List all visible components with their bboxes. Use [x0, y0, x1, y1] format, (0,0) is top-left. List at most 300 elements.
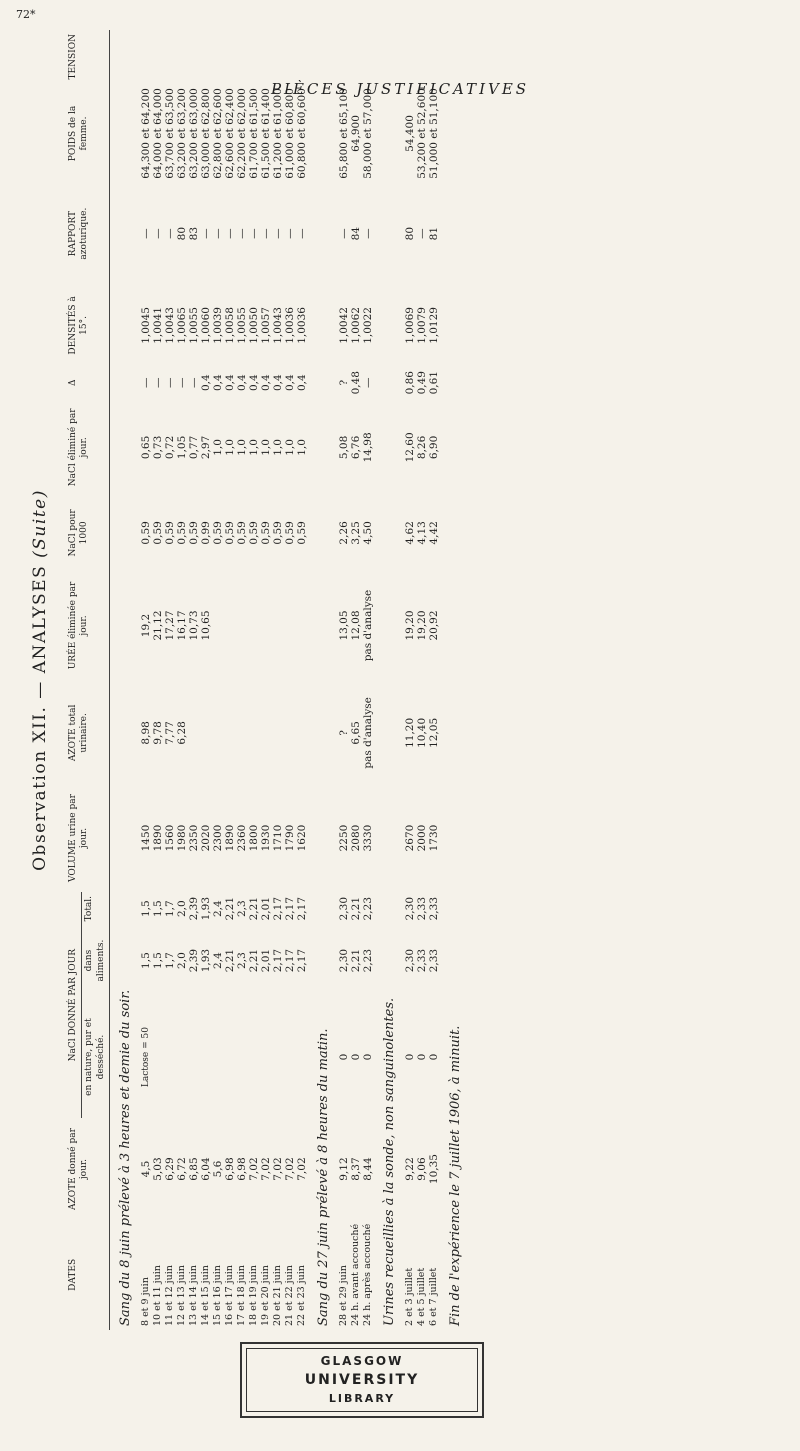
- table-cell: 12,05: [427, 717, 440, 748]
- table-cell: 81: [427, 226, 440, 241]
- table-cell: 22 et 23 juin: [295, 1265, 307, 1326]
- table-cell: 2,17: [271, 896, 284, 921]
- table-cell: 2,01: [259, 896, 272, 921]
- table-cell: 62,800 et 62,600: [211, 88, 224, 179]
- stamp-line-1: GLASGOW: [320, 1354, 404, 1368]
- table-cell: 2,17: [295, 948, 308, 973]
- table-cell: 2,21: [349, 948, 362, 973]
- table-cell: 6,76: [349, 435, 362, 460]
- table-cell: 19,20: [403, 610, 416, 641]
- table-cell: 2,33: [415, 896, 428, 921]
- table-cell: 24 h. avant accouché: [349, 1223, 361, 1326]
- table-cell: 1,0060: [199, 307, 212, 344]
- table-cell: 13,05: [337, 610, 350, 641]
- table-cell: —: [151, 228, 164, 239]
- table-cell: 7,02: [247, 1157, 260, 1181]
- table-cell: [272, 30, 284, 84]
- table-cell: 2,23: [361, 896, 374, 921]
- table-cell: 1,0036: [295, 307, 308, 344]
- table-cell: 2,21: [223, 948, 236, 973]
- table-cell: 1930: [259, 824, 272, 852]
- table-cell: 1730: [427, 824, 440, 852]
- section-3-body: [404, 30, 440, 1330]
- table-cell: 2,4: [211, 900, 224, 918]
- table-cell: [248, 682, 260, 784]
- table-cell: 61,700 et 61,500: [247, 88, 260, 179]
- table-cell: 0,65: [139, 435, 152, 460]
- table-cell: 80: [403, 226, 416, 241]
- table-cell: 0: [403, 1053, 416, 1061]
- table-cell: 0,4: [295, 374, 308, 392]
- table-cell: 6,98: [223, 1157, 236, 1181]
- table-cell: [212, 682, 224, 784]
- table-cell: 12 et 13 juin: [175, 1265, 187, 1326]
- table-cell: 1,0129: [427, 307, 440, 344]
- table-cell: [284, 682, 296, 784]
- table-cell: 1,5: [139, 900, 152, 918]
- table-cell: [164, 996, 176, 1119]
- table-cell: [224, 996, 236, 1119]
- col-poids: POIDS de la femme.: [66, 84, 109, 184]
- table-cell: [260, 996, 272, 1119]
- table-row: [200, 30, 212, 1330]
- table-cell: —: [235, 228, 248, 239]
- table-cell: [272, 682, 284, 784]
- table-cell: 61,200 et 61,000: [271, 88, 284, 179]
- table-cell: 0,59: [187, 521, 200, 545]
- table-cell: [428, 30, 440, 84]
- table-cell: 1,0: [295, 439, 308, 456]
- table-cell: 1,0062: [349, 307, 362, 344]
- table-cell: —: [271, 228, 284, 239]
- table-cell: 2350: [187, 824, 200, 852]
- table-cell: 1620: [295, 824, 308, 852]
- table-cell: 6,98: [235, 1157, 248, 1181]
- table-cell: 2 et 3 juillet: [403, 1267, 415, 1326]
- table-cell: 2000: [415, 824, 428, 852]
- table-cell: 1,0036: [283, 307, 296, 344]
- table-cell: 6,85: [187, 1157, 200, 1181]
- table-cell: [248, 30, 260, 84]
- table-row: [362, 30, 374, 1330]
- table-cell: 1,93: [199, 896, 212, 921]
- table-row: [236, 30, 248, 1330]
- table-cell: 1,0050: [247, 307, 260, 344]
- table-cell: 64,900: [349, 115, 362, 152]
- table-cell: 2300: [211, 824, 224, 852]
- table-cell: [296, 682, 308, 784]
- section-2-row: [308, 30, 338, 1330]
- table-cell: 20 et 21 juin: [271, 1265, 283, 1326]
- section-3-title: Urines recueillies à la sonde, non sanguinolentes.: [381, 997, 397, 1326]
- table-cell: 2,30: [403, 896, 416, 921]
- table-cell: —: [247, 228, 260, 239]
- table-cell: 5,03: [151, 1157, 164, 1181]
- table-cell: 2,33: [415, 948, 428, 973]
- table-cell: 3330: [361, 824, 374, 852]
- table-cell: 21,12: [151, 610, 164, 641]
- table-cell: pas d'analyse: [361, 589, 374, 662]
- table-cell: 0,49: [415, 371, 428, 395]
- section-2-body: [338, 30, 374, 1330]
- table-cell: 61,500 et 61,400: [259, 88, 272, 179]
- table-cell: 2,21: [247, 896, 260, 921]
- table-cell: 10,65: [199, 610, 212, 641]
- page-header: [0, 0, 800, 28]
- table-cell: 7,77: [163, 721, 176, 745]
- table-cell: 64,000 et 64,000: [151, 88, 164, 179]
- table-cell: 2,17: [295, 896, 308, 921]
- section-2-head: [308, 30, 338, 1330]
- table-cell: ?: [337, 379, 350, 386]
- table-cell: 1,0: [235, 439, 248, 456]
- table-cell: [212, 30, 224, 84]
- table-cell: 0,99: [199, 521, 212, 545]
- table-cell: 1,5: [151, 900, 164, 918]
- table-cell: 1,0: [259, 439, 272, 456]
- table-cell: 65,800 et 65,100: [337, 88, 350, 179]
- table-cell: 2,21: [247, 948, 260, 973]
- table-cell: [188, 30, 200, 84]
- table-title-main: Observation XII. — ANALYSES: [30, 564, 50, 871]
- table-cell: [284, 569, 296, 681]
- table-cell: 0,4: [199, 374, 212, 392]
- header-row-1: [66, 30, 82, 1330]
- table-cell: 2,33: [427, 896, 440, 921]
- table-cell: 18 et 19 juin: [247, 1265, 259, 1326]
- table-cell: 63,200 et 63,000: [187, 88, 200, 179]
- table-cell: [212, 569, 224, 681]
- table-cell: 1,7: [163, 900, 176, 918]
- table-cell: 1,0045: [139, 307, 152, 344]
- col-nacl-total: Total.: [82, 892, 110, 925]
- table-cell: 0,4: [235, 374, 248, 392]
- table-cell: 1,0043: [163, 307, 176, 344]
- table-cell: 0,59: [211, 521, 224, 545]
- table-cell: 8,37: [349, 1157, 362, 1181]
- table-cell: 9,78: [151, 721, 164, 745]
- table-cell: —: [163, 377, 176, 388]
- table-cell: 62,600 et 62,400: [223, 88, 236, 179]
- col-delta: Δ: [66, 367, 109, 398]
- col-azote-total: AZOTE total urinaire.: [66, 682, 109, 784]
- table-cell: 62,200 et 62,000: [235, 88, 248, 179]
- table-cell: 7,02: [295, 1157, 308, 1181]
- table-cell: 4,62: [403, 521, 416, 545]
- table-cell: 0,77: [187, 435, 200, 460]
- table-cell: 1,0069: [403, 307, 416, 344]
- table-cell: 6,28: [175, 721, 188, 745]
- table-cell: 0: [361, 1053, 374, 1061]
- table-cell: 2,97: [199, 435, 212, 460]
- table-cell: 24 h. après accouché: [361, 1223, 373, 1326]
- table-cell: 0,4: [247, 374, 260, 392]
- table-cell: [224, 569, 236, 681]
- table-cell: [200, 682, 212, 784]
- table-row: [338, 30, 350, 1330]
- table-cell: 0: [337, 1053, 350, 1061]
- table-cell: —: [139, 377, 152, 388]
- table-cell: [272, 569, 284, 681]
- table-cell: [188, 682, 200, 784]
- table-cell: [296, 569, 308, 681]
- table-cell: 2,30: [337, 948, 350, 973]
- table-cell: 1,0079: [415, 307, 428, 344]
- table-cell: 1890: [223, 824, 236, 852]
- table-cell: 1,0043: [271, 307, 284, 344]
- table-cell: —: [199, 228, 212, 239]
- table-cell: [248, 569, 260, 681]
- table-cell: [284, 996, 296, 1119]
- table-cell: 1790: [283, 824, 296, 852]
- table-cell: —: [175, 377, 188, 388]
- table-cell: 2,0: [175, 900, 188, 918]
- table-cell: 0,59: [175, 521, 188, 545]
- table-cell: 5,08: [337, 435, 350, 460]
- table-cell: 11 et 12 juin: [163, 1265, 175, 1326]
- table-cell: 1,05: [175, 435, 188, 460]
- table-cell: —: [259, 228, 272, 239]
- table-cell: —: [163, 228, 176, 239]
- table-cell: 1,5: [139, 952, 152, 969]
- section-3-head: [374, 30, 404, 1330]
- table-cell: 1,0: [271, 439, 284, 456]
- table-cell: 9,12: [337, 1157, 350, 1181]
- col-rapport: RAPPORT azoturique.: [66, 183, 109, 283]
- table-cell: —: [211, 228, 224, 239]
- table-cell: 20,92: [427, 610, 440, 641]
- table-row: [224, 30, 236, 1330]
- table-row: [248, 30, 260, 1330]
- table-cell: 8 et 9 juin: [139, 1277, 151, 1326]
- table-cell: 4,13: [415, 521, 428, 545]
- col-uree: URÉE éliminée par jour.: [66, 569, 109, 681]
- table-cell: 4,42: [427, 521, 440, 545]
- stamp-line-2: UNIVERSITY: [304, 1372, 420, 1388]
- table-cell: ?: [337, 730, 350, 736]
- table-cell: [212, 996, 224, 1119]
- table-cell: 13 et 14 juin: [187, 1265, 199, 1326]
- table-cell: 1,0: [211, 439, 224, 456]
- table-cell: 1,0: [247, 439, 260, 456]
- table-cell: 0,59: [247, 521, 260, 545]
- table-cell: [350, 30, 362, 84]
- table-cell: 2250: [337, 824, 350, 852]
- footer-body: [440, 30, 470, 1330]
- table-cell: 19,2: [139, 613, 152, 638]
- table-row: [188, 30, 200, 1330]
- table-cell: 84: [349, 226, 362, 241]
- table-cell: 6,29: [163, 1157, 176, 1181]
- table-title: [30, 30, 50, 1330]
- col-nacl-elimine: NaCl éliminé par jour.: [66, 398, 109, 496]
- section-1-body: [140, 30, 308, 1330]
- table-footer: Fin de l'expérience le 7 juillet 1906, à minuit.: [447, 1025, 463, 1326]
- table-cell: 2,30: [403, 948, 416, 973]
- table-cell: —: [415, 228, 428, 239]
- col-azote-donne: AZOTE donné par jour.: [66, 1118, 109, 1219]
- table-row: [350, 30, 362, 1330]
- table-cell: 1,0065: [175, 307, 188, 344]
- table-cell: 28 et 29 juin: [337, 1265, 349, 1326]
- table-cell: 2,3: [235, 900, 248, 918]
- table-cell: 7,02: [271, 1157, 284, 1181]
- table-cell: —: [139, 228, 152, 239]
- table-cell: 7,02: [283, 1157, 296, 1181]
- table-cell: [152, 30, 164, 84]
- table-cell: [140, 30, 152, 84]
- table-row: [164, 30, 176, 1330]
- table-cell: 0,61: [427, 371, 440, 395]
- table-cell: 0,4: [271, 374, 284, 392]
- table-cell: 63,200 et 63,200: [175, 88, 188, 179]
- table-body: [109, 30, 140, 1330]
- table-cell: [260, 30, 272, 84]
- table-cell: 0,4: [259, 374, 272, 392]
- table-cell: 1,5: [151, 952, 164, 969]
- table-cell: 1,0042: [337, 307, 350, 344]
- table-cell: 1,0: [223, 439, 236, 456]
- table-cell: 2,33: [427, 948, 440, 973]
- table-cell: [176, 996, 188, 1119]
- table-cell: —: [361, 228, 374, 239]
- table-cell: 2,17: [283, 948, 296, 973]
- table-row: [428, 30, 440, 1330]
- table-cell: 60,800 et 60,600: [295, 88, 308, 179]
- table-row: [260, 30, 272, 1330]
- table-cell: [338, 30, 350, 84]
- table-cell: [404, 30, 416, 84]
- table-cell: 0,59: [235, 521, 248, 545]
- table-cell: 0,4: [211, 374, 224, 392]
- table-cell: 1450: [139, 824, 152, 852]
- table-cell: [176, 30, 188, 84]
- table-cell: [224, 30, 236, 84]
- table-cell: 10,35: [427, 1154, 440, 1185]
- table-cell: 1890: [151, 824, 164, 852]
- table-cell: [236, 996, 248, 1119]
- table-cell: [200, 996, 212, 1119]
- table-cell: pas d'analyse: [361, 697, 374, 769]
- table-cell: 4 et 5 juillet: [415, 1267, 427, 1326]
- table-row: [296, 30, 308, 1330]
- table-cell: [224, 682, 236, 784]
- table-cell: [296, 996, 308, 1119]
- table-cell: 0,59: [223, 521, 236, 545]
- table-cell: 10,40: [415, 717, 428, 748]
- table-cell: 6,90: [427, 435, 440, 460]
- table-cell: 3,25: [349, 521, 362, 545]
- table-cell: 2080: [349, 824, 362, 852]
- table-cell: —: [361, 377, 374, 388]
- lactose-note: Lactose = 50: [140, 1027, 151, 1088]
- table-cell: 5,6: [211, 1160, 224, 1178]
- table-cell: [188, 996, 200, 1119]
- table-cell: [416, 30, 428, 84]
- table-cell: 64,300 et 64,200: [139, 88, 152, 179]
- library-stamp: [240, 1342, 484, 1418]
- table-cell: 2,3: [235, 952, 248, 969]
- table-cell: [284, 30, 296, 84]
- table-cell: 0,59: [295, 521, 308, 545]
- table-cell: 8,98: [139, 721, 152, 745]
- table-cell: 11,20: [403, 717, 416, 748]
- table-cell: 2,30: [337, 896, 350, 921]
- section-1-title: Sang du 8 juin prélevé à 3 heures et demie du soir.: [117, 989, 133, 1326]
- section-1-row: [109, 30, 140, 1330]
- table-cell: 0: [349, 1053, 362, 1061]
- table-cell: 2020: [199, 824, 212, 852]
- table-cell: 16,17: [175, 610, 188, 641]
- table-row: [284, 30, 296, 1330]
- table-cell: 2670: [403, 824, 416, 852]
- analysis-table: [66, 30, 470, 1330]
- table-cell: 2,26: [337, 521, 350, 545]
- table-cell: 7,02: [259, 1157, 272, 1181]
- table-cell: 17,27: [163, 610, 176, 641]
- table-cell: 17 et 18 juin: [235, 1265, 247, 1326]
- table-cell: [260, 682, 272, 784]
- table-cell: 1,0039: [211, 307, 224, 344]
- table-cell: —: [151, 377, 164, 388]
- table-cell: 6,65: [349, 721, 362, 745]
- table-cell: 21 et 22 juin: [283, 1265, 295, 1326]
- table-cell: 19,20: [415, 610, 428, 641]
- col-nacl-nature: en nature, pur et desséché.: [82, 996, 110, 1119]
- table-cell: 10,73: [187, 610, 200, 641]
- table-cell: 2,21: [223, 896, 236, 921]
- col-group-nacl: NaCl DONNÉ PAR JOUR: [66, 892, 82, 1118]
- table-cell: 1,93: [199, 948, 212, 973]
- table-cell: 8,44: [361, 1157, 374, 1181]
- table-row: [416, 30, 428, 1330]
- table-cell: 10 et 11 juin: [151, 1265, 163, 1326]
- table-cell: [236, 30, 248, 84]
- col-volume: VOLUME urine par jour.: [66, 784, 109, 892]
- table-cell: —: [187, 377, 200, 388]
- table-row: [272, 30, 284, 1330]
- table-cell: 0,59: [151, 521, 164, 545]
- table-cell: 2,4: [211, 952, 224, 969]
- table-cell: 0,59: [259, 521, 272, 545]
- table-cell: 83: [187, 226, 200, 241]
- table-cell: [260, 569, 272, 681]
- table-cell: 53,200 et 52,600: [415, 88, 428, 179]
- table-cell: 6,72: [175, 1157, 188, 1181]
- table-cell: [236, 682, 248, 784]
- table-cell: 1,0057: [259, 307, 272, 344]
- table-cell: 4,5: [139, 1160, 152, 1178]
- table-cell: 6 et 7 juillet: [427, 1267, 439, 1326]
- table-cell: —: [223, 228, 236, 239]
- table-cell: 0,4: [283, 374, 296, 392]
- table-row: [140, 30, 152, 1330]
- col-densites: DENSITÉS à 15°.: [66, 284, 109, 367]
- stamp-line-3: LIBRARY: [328, 1392, 396, 1405]
- page-number: 72*: [16, 8, 36, 21]
- table-cell: 0,59: [139, 521, 152, 545]
- table-row: [404, 30, 416, 1330]
- table-cell: 0,72: [163, 435, 176, 460]
- table-title-suffix: (Suite): [30, 489, 50, 558]
- table-cell: 4,50: [361, 521, 374, 545]
- table-row: [176, 30, 188, 1330]
- table-cell: 63,700 et 63,500: [163, 88, 176, 179]
- table-cell: 1,7: [163, 952, 176, 969]
- table-cell: —: [283, 228, 296, 239]
- table-cell: 12,08: [349, 610, 362, 641]
- table-cell: 19 et 20 juin: [259, 1265, 271, 1326]
